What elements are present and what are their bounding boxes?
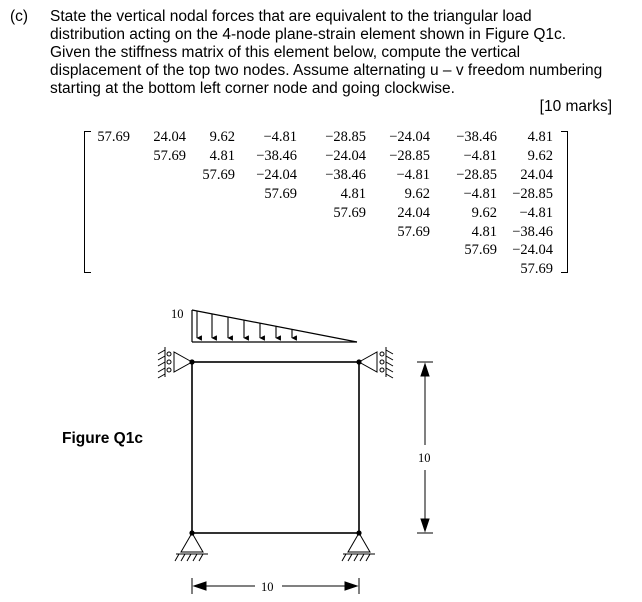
matrix-cell: −38.46: [456, 129, 497, 145]
matrix-cell: 4.81: [340, 186, 366, 202]
matrix-cell: −28.85: [389, 148, 430, 164]
matrix-cell: −28.85: [512, 186, 553, 202]
load-slope-line: [192, 310, 357, 342]
figure-label: Figure Q1c: [62, 430, 143, 447]
matrix-cell: 4.81: [527, 129, 553, 145]
matrix-cell: −38.46: [512, 224, 553, 240]
matrix-cell: 24.04: [153, 129, 186, 145]
matrix-cell: 24.04: [397, 205, 430, 221]
question-line: State the vertical nodal forces that are equivalent to the triangular load: [50, 8, 532, 25]
matrix-cell: −4.81: [263, 129, 297, 145]
matrix-cell: −4.81: [519, 205, 553, 221]
marks-label: [10 marks]: [539, 98, 612, 115]
matrix-cell: 57.69: [333, 205, 366, 221]
question-line: displacement of the top two nodes. Assume alternating u – v freedom numbering: [50, 62, 603, 79]
matrix-cell: 57.69: [464, 242, 497, 258]
matrix-cell: 57.69: [153, 148, 186, 164]
matrix-cell: 57.69: [264, 186, 297, 202]
question-line: Given the stiffness matrix of this element below, compute the vertical: [50, 44, 521, 61]
load-value-label: 10: [171, 307, 184, 321]
matrix-cell: 57.69: [202, 167, 235, 183]
left-roller-support: [158, 347, 192, 378]
matrix-cell: −4.81: [463, 186, 497, 202]
matrix-cell: −38.46: [256, 148, 297, 164]
element-square: [192, 362, 359, 533]
triangular-load: [171, 307, 357, 342]
bottom-right-pin-support: [342, 533, 375, 561]
matrix-cell: −38.46: [325, 167, 366, 183]
matrix-cell: 57.69: [520, 261, 553, 277]
matrix-cell: −28.85: [325, 129, 366, 145]
matrix-cell: 4.81: [471, 224, 497, 240]
matrix-cell: −24.04: [512, 242, 553, 258]
matrix-cell: −4.81: [396, 167, 430, 183]
question-line: starting at the bottom left corner node and going clockwise.: [50, 80, 455, 97]
matrix-cell: 4.81: [209, 148, 235, 164]
matrix-cell: 9.62: [404, 186, 430, 202]
matrix-cell: −24.04: [389, 129, 430, 145]
matrix-cell: −24.04: [256, 167, 297, 183]
matrix-cell: −24.04: [325, 148, 366, 164]
matrix-cell: 57.69: [397, 224, 430, 240]
right-roller-support: [359, 347, 393, 378]
question-line: distribution acting on the 4-node plane-strain element shown in Figure Q1c.: [50, 26, 567, 43]
matrix-cell: 9.62: [527, 148, 553, 164]
load-arrows: [197, 311, 292, 338]
width-dimension-label: 10: [261, 580, 274, 594]
matrix-cell: −28.85: [456, 167, 497, 183]
height-dimension: [417, 362, 433, 533]
bottom-left-pin-support: [175, 533, 208, 561]
question-part-label: (c): [10, 8, 29, 25]
matrix-cell: 9.62: [209, 129, 235, 145]
matrix-cell: −4.81: [463, 148, 497, 164]
height-dimension-label: 10: [418, 451, 431, 465]
matrix-cell: 24.04: [520, 167, 553, 183]
matrix-cell: 57.69: [97, 129, 130, 145]
matrix-cell: 9.62: [471, 205, 497, 221]
width-dimension: [192, 578, 359, 594]
